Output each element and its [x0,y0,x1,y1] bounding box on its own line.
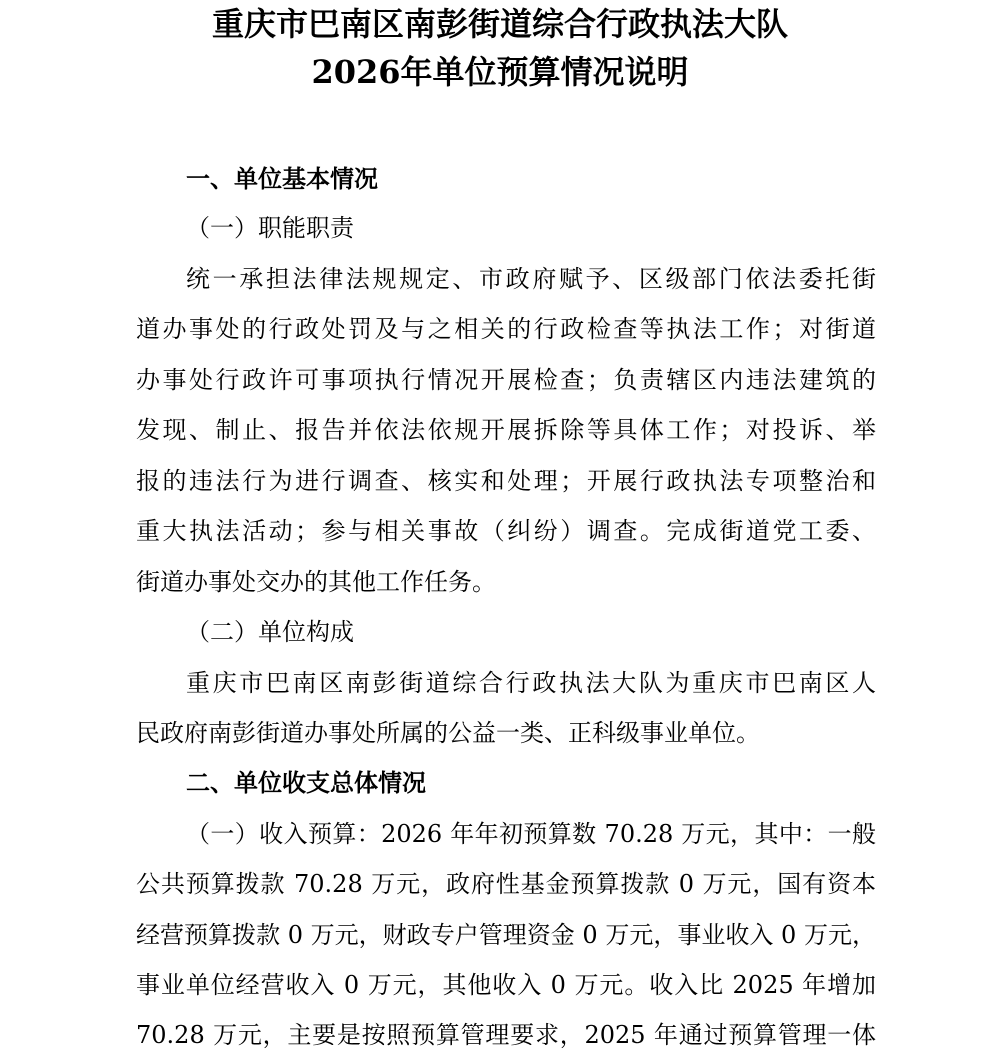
document-title-line-2: 2026年单位预算情况说明 [311,53,689,91]
paragraph-line: 街道办事处交办的其他工作任务。 [136,568,496,596]
paragraph-line: 公共预算拨款 70.28 万元，政府性基金预算拨款 0 万元，国有资本 [136,870,876,898]
paragraph-line: （一）收入预算：2026 年年初预算数 70.28 万元，其中：一般 [186,820,876,848]
paragraph-line: 经营预算拨款 0 万元，财政专户管理资金 0 万元，事业收入 0 万元， [136,921,876,949]
paragraph-line: 重大执法活动；参与相关事故（纠纷）调查。完成街道党工委、 [136,517,876,545]
subsection-heading-duties: （一）职能职责 [186,214,354,242]
paragraph-line: 70.28 万元，主要是按照预算管理要求，2025 年通过预算管理一体 [136,1021,876,1049]
paragraph-line: 办事处行政许可事项执行情况开展检查；负责辖区内违法建筑的 [136,366,876,394]
paragraph-line: 发现、制止、报告并依法依规开展拆除等具体工作；对投诉、举 [136,416,876,444]
paragraph-line: 重庆市巴南区南彭街道综合行政执法大队为重庆市巴南区人 [186,669,876,697]
paragraph-line: 民政府南彭街道办事处所属的公益一类、正科级事业单位。 [136,719,760,747]
document-title-line-1: 重庆市巴南区南彭街道综合行政执法大队 [211,5,788,43]
paragraph-line: 事业单位经营收入 0 万元，其他收入 0 万元。收入比 2025 年增加 [136,971,876,999]
section-heading-basic-info: 一、单位基本情况 [186,164,378,193]
paragraph-line: 报的违法行为进行调查、核实和处理；开展行政执法专项整治和 [136,467,876,495]
section-heading-revenue-expenditure: 二、单位收支总体情况 [186,768,426,797]
subsection-heading-composition: （二）单位构成 [186,618,354,646]
paragraph-line: 统一承担法律法规规定、市政府赋予、区级部门依法委托街 [186,265,876,293]
paragraph-line: 道办事处的行政处罚及与之相关的行政检查等执法工作；对街道 [136,315,876,343]
